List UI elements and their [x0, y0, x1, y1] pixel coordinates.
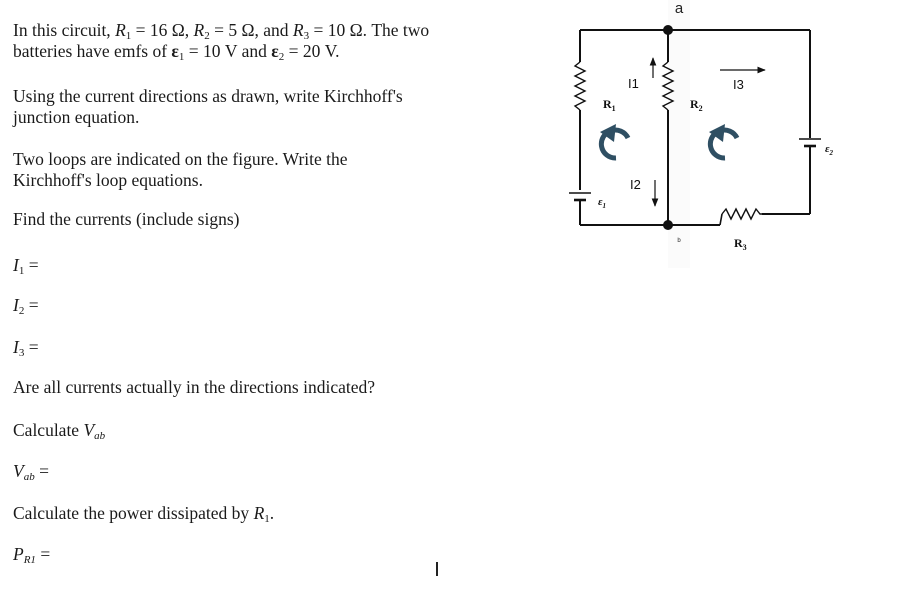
emf2-symbol: ε: [271, 41, 279, 61]
power-subscript: R1: [23, 554, 36, 566]
problem-text: In this circuit,: [13, 20, 116, 40]
r2-value: = 5 Ω, and: [209, 20, 293, 40]
equals-sign: =: [34, 461, 49, 481]
power-symbol: P: [13, 544, 24, 564]
emf1-symbol: ε: [171, 41, 179, 61]
vab-answer-symbol: V: [13, 461, 24, 481]
i3-label: I3: [733, 77, 744, 92]
node-a-dot: [663, 25, 673, 35]
vab-answer-subscript: ab: [23, 471, 35, 483]
node-b-dot: [663, 220, 673, 230]
emf1-label: $\varepsilon_1$: [598, 196, 607, 210]
loop-prompt: Two loops are indicated on the figure. Write the Kirchhoff's loop equations.: [13, 149, 348, 190]
r1-symbol: R: [115, 20, 126, 40]
power-answer[interactable]: [13, 544, 493, 565]
i3-answer[interactable]: [13, 337, 493, 358]
power-r-symbol: R: [253, 503, 265, 523]
i1-subscript: 1: [18, 265, 25, 277]
problem-statement: [13, 20, 483, 62]
emf2-value: = 20 V.: [284, 41, 340, 61]
power-r-subscript: 1: [264, 513, 270, 525]
direction-question: Are all currents actually in the directions indicated?: [13, 377, 376, 397]
text-cursor: [436, 562, 438, 576]
equals-sign: =: [24, 295, 39, 315]
node-b-label: b: [677, 238, 681, 244]
node-a-label: a: [674, 0, 684, 17]
i2-subscript: 2: [18, 305, 25, 317]
i2-symbol: I: [13, 295, 19, 315]
calc-vab-prompt: [13, 420, 493, 441]
emf1-subscript: 1: [178, 51, 185, 63]
circuit-diagram: [545, 0, 899, 268]
r3-subscript: 3: [303, 30, 310, 42]
calc-power-prompt: [13, 503, 493, 524]
r3-label: $R_3$: [734, 236, 747, 252]
i1-symbol: I: [13, 255, 19, 275]
r2-label: $R_2$: [690, 97, 703, 113]
equals-sign: =: [35, 544, 51, 564]
emf2-label: $\varepsilon_2$: [825, 143, 834, 157]
r2-symbol: R: [193, 20, 205, 40]
r1-value: = 16 Ω,: [131, 20, 194, 40]
i2-label: I2: [630, 177, 641, 192]
r1-subscript: 1: [125, 30, 132, 42]
i3-symbol: I: [13, 337, 19, 357]
equals-sign: =: [24, 255, 39, 275]
i1-label: I1: [628, 76, 639, 91]
equals-sign: =: [24, 337, 39, 357]
r2-subscript: 2: [204, 30, 210, 42]
i2-answer[interactable]: [13, 295, 493, 316]
calc-vab-text: Calculate: [13, 420, 84, 440]
vab-symbol: V: [83, 420, 95, 440]
junction-prompt: Using the current directions as drawn, write Kirchhoff's junction equation.: [13, 86, 403, 127]
find-currents-prompt: Find the currents (include signs): [13, 209, 240, 229]
r3-symbol: R: [292, 20, 304, 40]
vab-answer[interactable]: [13, 461, 493, 482]
vab-subscript: ab: [94, 430, 106, 442]
emf2-subscript: 2: [278, 51, 285, 63]
i3-subscript: 3: [18, 347, 25, 359]
emf1-value: = 10 V and: [184, 41, 272, 61]
r1-label: $R_1$: [603, 97, 616, 113]
r3-value: = 10 Ω. The two batteries have emfs of: [13, 20, 430, 61]
period: .: [269, 503, 275, 523]
calc-power-text: Calculate the power dissipated by: [13, 503, 254, 523]
i1-answer[interactable]: [13, 255, 493, 276]
